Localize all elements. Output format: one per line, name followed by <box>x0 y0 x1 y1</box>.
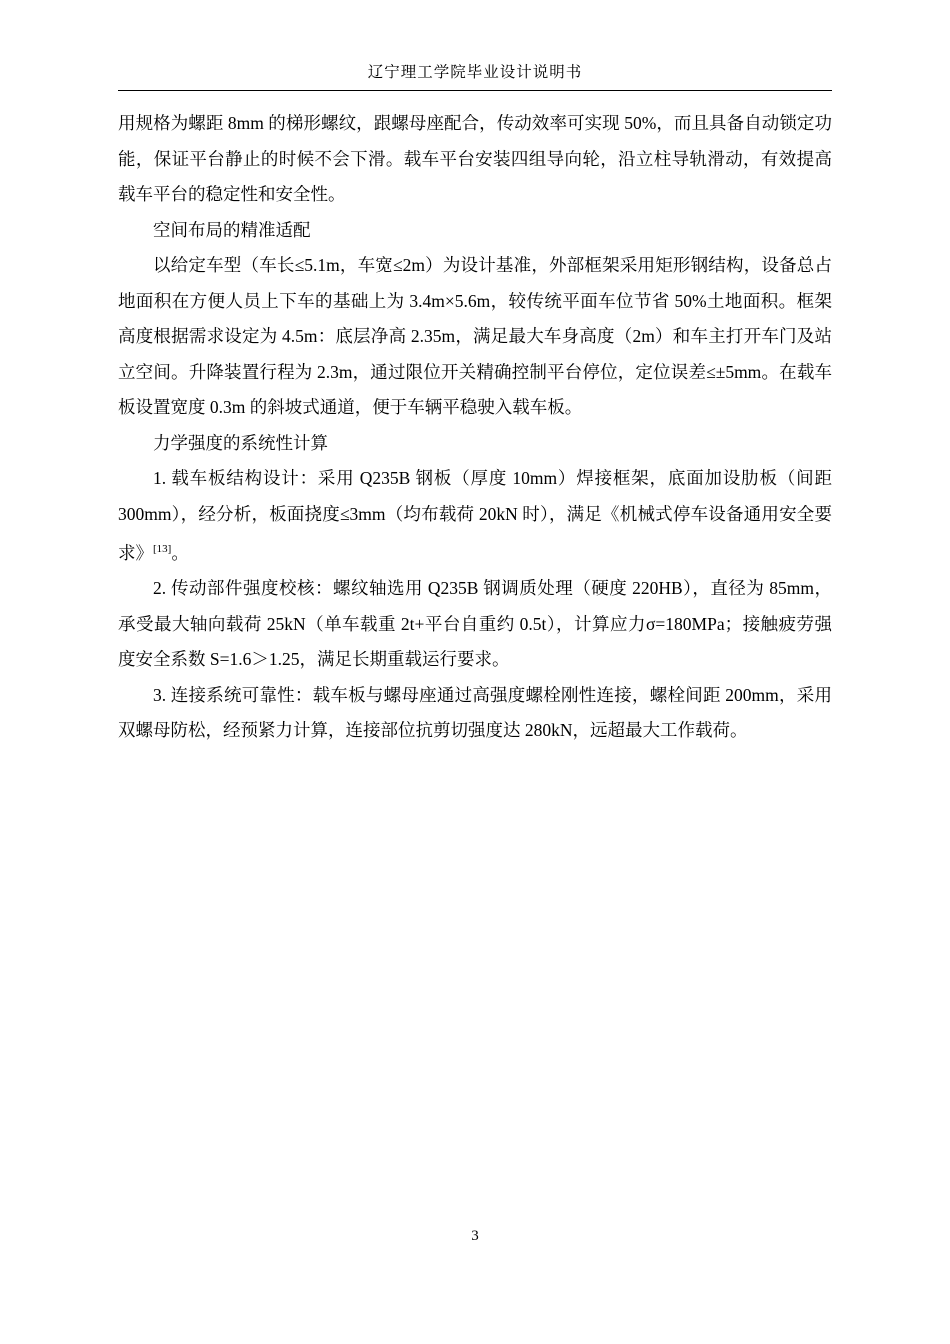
paragraph-1: 用规格为螺距 8mm 的梯形螺纹，跟螺母座配合，传动效率可实现 50%，而且具备自动锁定功能，保证平台静止的时候不会下滑。载车平台安装四组导向轮，沿立柱导轨滑动，有效提高载车平台的稳定性和安全性。 <box>118 113 832 204</box>
paragraph-7: 3. 连接系统可靠性：载车板与螺母座通过高强度螺栓刚性连接，螺栓间距 200mm，采用双螺母防松，经预紧力计算，连接部位抗剪切强度达 280kN，远超最大工作载荷。 <box>118 684 832 741</box>
paragraph-2-heading: 空间布局的精准适配 <box>153 219 311 240</box>
page-header-title: 辽宁理工学院毕业设计说明书 <box>367 64 583 81</box>
page-number: 3 <box>471 1228 479 1244</box>
document-body <box>118 106 832 749</box>
footnote-reference-13: [13] <box>153 543 172 555</box>
paragraph-5-text-after: 。 <box>171 542 189 563</box>
paragraph-3: 以给定车型（车长≤5.1m，车宽≤2m）为设计基准，外部框架采用矩形钢结构，设备总占地面积在方便人员上下车的基础上为 3.4m×5.6m，较传统平面车位节省 50%土地面积。框架高度根据需求设定为 4.5m：底层净高 2.35m，满足最大车身高度（2m）和车主打开车门及站立空间。升降装置行程为 2.3m，通过限位开关精确控制平台停位，定位误差≤±5mm。在载车板设置宽度 0.3m 的斜坡式通道，便于车辆平稳驶入载车板。 <box>118 255 832 417</box>
paragraph-5 <box>118 461 832 571</box>
paragraph-5-text: 1. 载车板结构设计：采用 Q235B 钢板（厚度 10mm）焊接框架，底面加设肋板（间距 300mm），经分析，板面挠度≤3mm（均布载荷 20kN 时），满足《机械式停车设备通用安全要求》 <box>118 468 832 563</box>
paragraph-4-heading: 力学强度的系统性计算 <box>153 432 328 453</box>
paragraph-6: 2. 传动部件强度校核：螺纹轴选用 Q235B 钢调质处理（硬度 220HB），直径为 85mm，承受最大轴向载荷 25kN（单车载重 2t+平台自重约 0.5t），计算应力σ=180MPa；接触疲劳强度安全系数 S=1.6＞1.25，满足长期重载运行要求。 <box>118 578 832 670</box>
header-divider <box>118 90 832 91</box>
